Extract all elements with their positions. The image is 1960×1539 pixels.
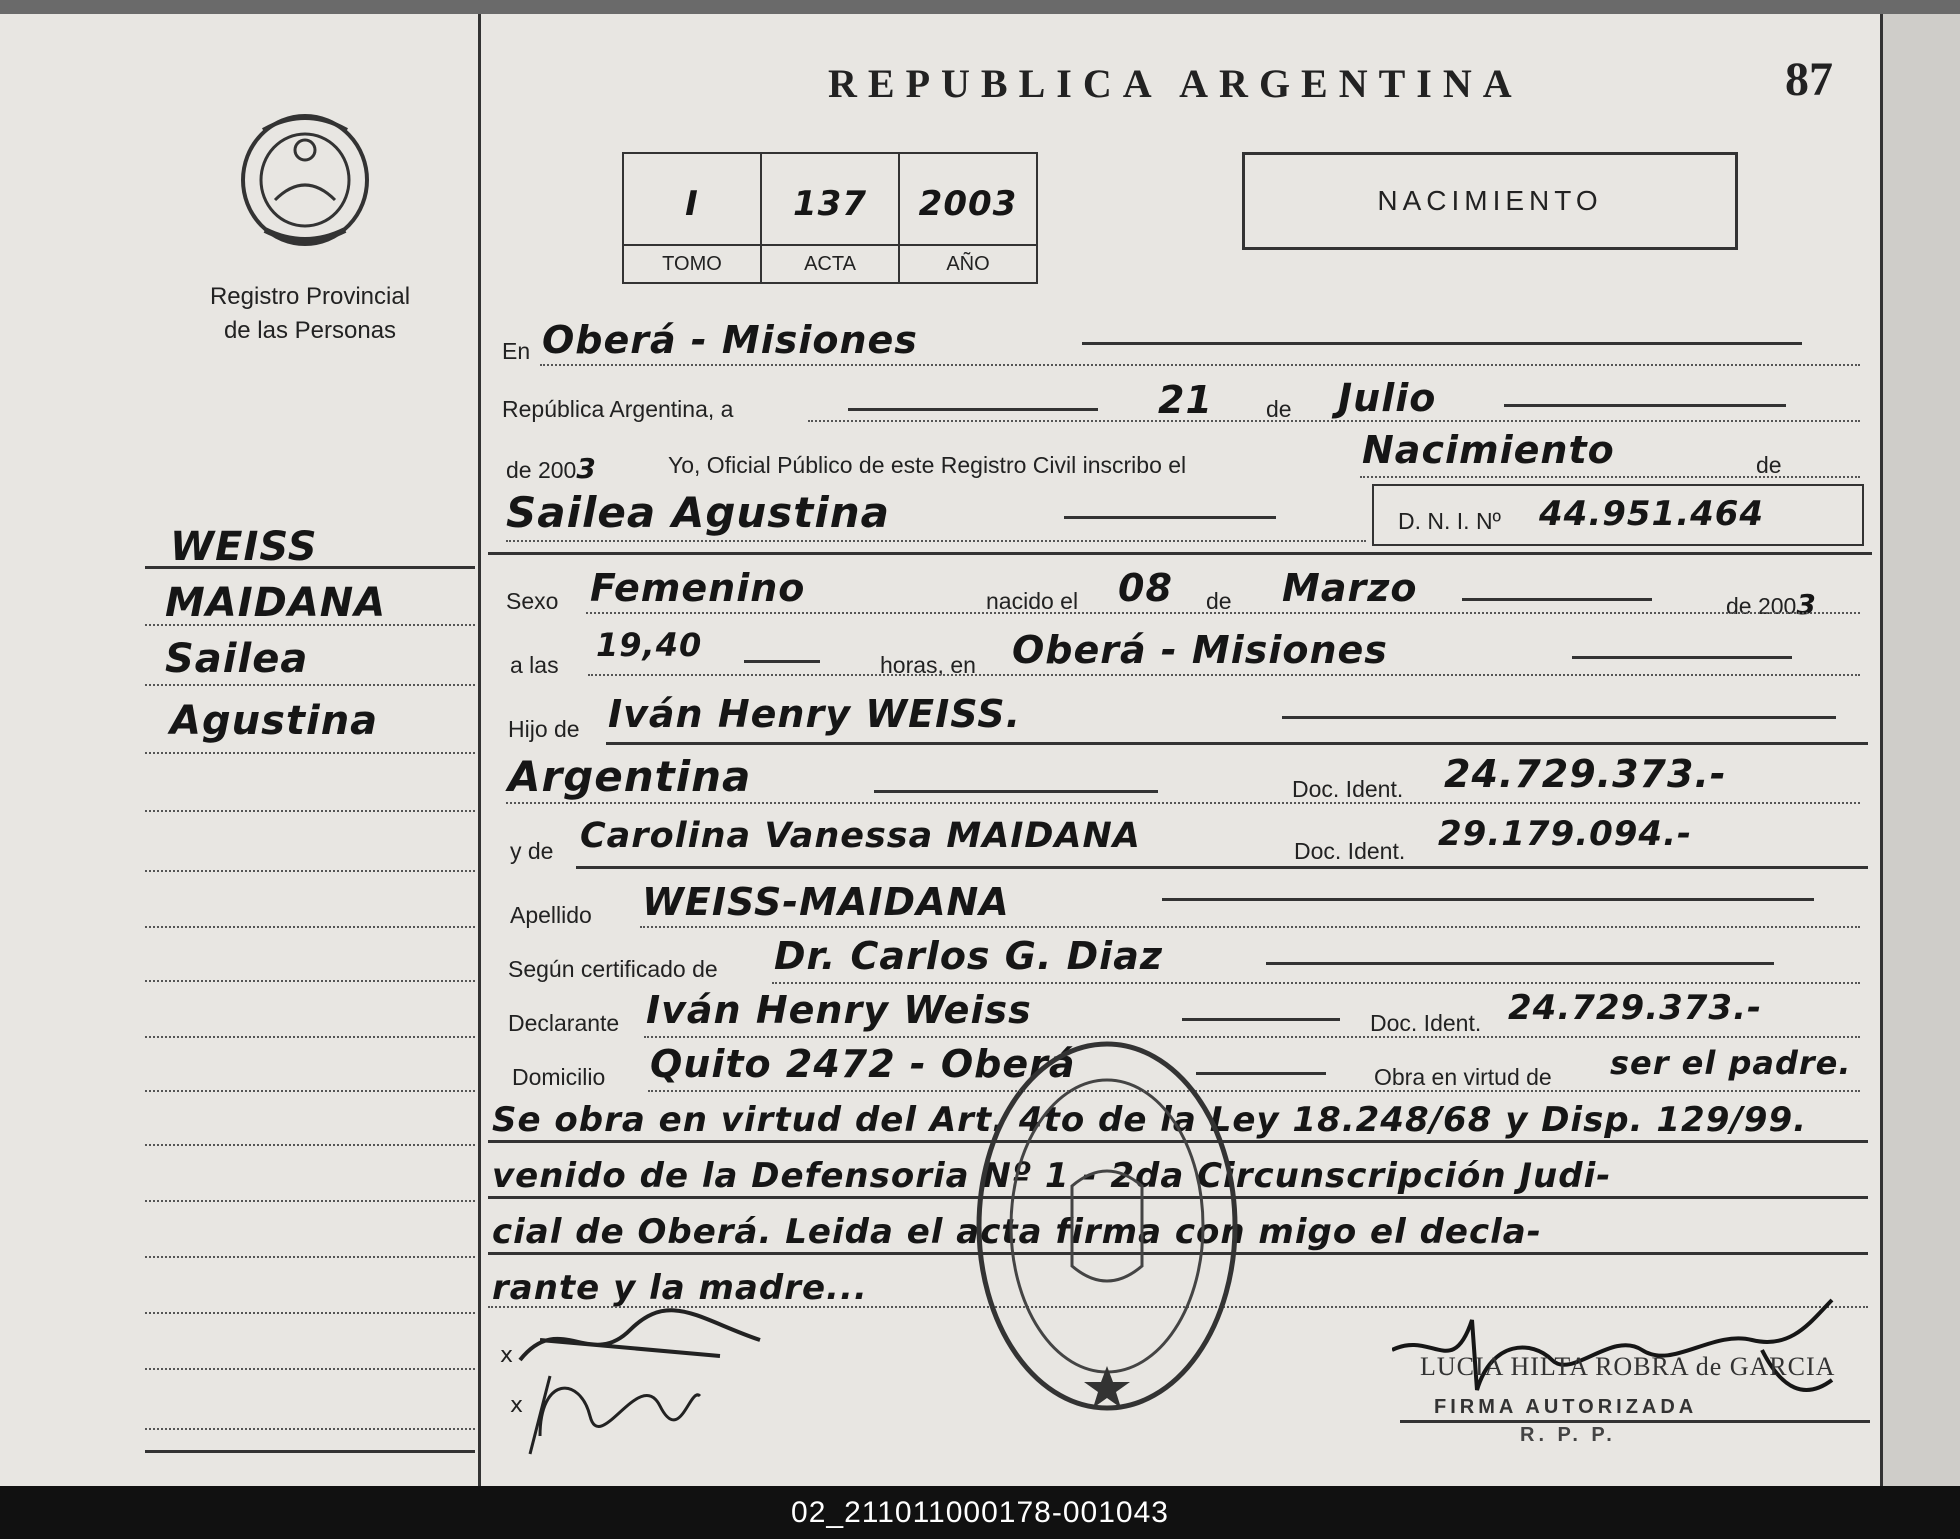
dotted-line	[586, 612, 1860, 614]
domicilio-value: Quito 2472 - Oberá	[650, 1042, 1076, 1086]
father-doc-label: Doc. Ident.	[1292, 776, 1404, 802]
dotted-line	[506, 540, 1366, 542]
filler-line	[874, 790, 1158, 793]
section-divider	[488, 552, 1872, 555]
dotted-line	[772, 982, 1860, 984]
margin-line	[145, 1368, 475, 1370]
nacido-label: nacido el	[986, 588, 1079, 614]
margin-line	[145, 1144, 475, 1146]
margin-line	[145, 980, 475, 982]
place-value: Oberá - Misiones	[542, 318, 918, 362]
year-suffix: 3	[576, 452, 597, 485]
firma-label: FIRMA AUTORIZADA	[1434, 1396, 1698, 1418]
filler-line	[1282, 716, 1836, 719]
birth-day: 08	[1118, 566, 1173, 610]
apellido-value: WEISS-MAIDANA	[642, 880, 1010, 924]
dotted-line	[588, 674, 1860, 676]
registry-name	[160, 280, 460, 348]
svg-text:x: x	[500, 1343, 514, 1368]
acta-label: ACTA	[762, 244, 898, 282]
horas-label: horas, en	[880, 652, 976, 678]
reference-box	[622, 152, 1038, 284]
page-edge-shadow	[0, 0, 1960, 14]
margin-line	[145, 684, 475, 686]
official-signature-icon	[1392, 1290, 1842, 1400]
dotted-line	[808, 420, 1860, 422]
filler-line	[1082, 342, 1802, 345]
margin-line	[145, 1428, 475, 1430]
a-las-label: a las	[510, 652, 559, 678]
birth-year-suffix: 3	[1796, 588, 1817, 621]
domicilio-label: Domicilio	[512, 1064, 606, 1090]
margin-surname-1: WEISS	[170, 524, 318, 570]
country-title: REPUBLICA ARGENTINA	[828, 61, 1523, 106]
mother-name: Carolina Vanessa MAIDANA	[580, 816, 1141, 856]
event-value: Nacimiento	[1362, 428, 1615, 472]
tomo-value: I	[685, 184, 699, 224]
observation-line: Se obra en virtud del Art. 4to de la Ley 18.248/68 y Disp. 129/99.	[492, 1100, 1808, 1140]
dotted-line	[1360, 476, 1860, 478]
margin-line	[145, 624, 475, 626]
official-stamp-icon	[972, 1036, 1242, 1416]
margin-line	[145, 1256, 475, 1258]
filler-line	[1162, 898, 1814, 901]
margin-line	[145, 810, 475, 812]
registration-day: 21	[1158, 378, 1213, 422]
birth-month: Marzo	[1282, 566, 1418, 610]
registration-month: Julio	[1338, 376, 1437, 420]
margin-line	[145, 870, 475, 872]
segun-label: Según certificado de	[508, 956, 718, 982]
observation-line: rante y la madre...	[492, 1268, 868, 1308]
margin-line	[145, 1450, 475, 1453]
ano-label: AÑO	[900, 244, 1036, 282]
apellido-label: Apellido	[510, 902, 592, 928]
declarante-doc: 24.729.373.-	[1508, 988, 1763, 1028]
de-label-3: de	[1206, 588, 1232, 614]
de-label: de	[1266, 396, 1292, 422]
father-name: Iván Henry WEISS.	[608, 692, 1022, 736]
filler-line	[1462, 598, 1652, 601]
mother-doc-label: Doc. Ident.	[1294, 838, 1406, 864]
acta-cell	[762, 154, 900, 282]
declarante-label: Declarante	[508, 1010, 620, 1036]
declarante-doc-label: Doc. Ident.	[1370, 1010, 1482, 1036]
margin-line	[145, 1090, 475, 1092]
sexo-label: Sexo	[506, 588, 559, 614]
oficial-text: Yo, Oficial Público de este Registro Civil inscribo el	[668, 452, 1187, 478]
tomo-label: TOMO	[624, 244, 760, 282]
observation-line: cial de Oberá. Leida el acta firma con migo el decla-	[492, 1212, 1542, 1252]
republica-label: República Argentina, a	[502, 396, 734, 422]
document-type: NACIMIENTO	[1242, 152, 1738, 250]
filler-line	[1572, 656, 1792, 659]
year-prefix: de 200	[506, 457, 577, 483]
dni-label: D. N. I. Nº	[1398, 508, 1501, 534]
dotted-line	[644, 1036, 1860, 1038]
image-id-caption: 02_211011000178-001043	[791, 1496, 1169, 1529]
filler-line	[744, 660, 820, 663]
margin-firstname-1: Sailea	[165, 636, 309, 682]
birth-place: Oberá - Misiones	[1012, 628, 1388, 672]
margin-line	[145, 752, 475, 754]
underline	[606, 742, 1868, 745]
certificado-value: Dr. Carlos G. Diaz	[774, 934, 1163, 978]
filler-line	[1504, 404, 1786, 407]
dotted-line	[640, 926, 1860, 928]
margin-surname-2: MAIDANA	[165, 580, 387, 626]
mother-signature-icon	[500, 1356, 720, 1456]
filler-line	[1182, 1018, 1340, 1021]
registry-line-2: de las Personas	[223, 317, 397, 344]
right-margin-shade	[1882, 14, 1960, 1486]
en-label: En	[502, 338, 531, 364]
y-de-label: y de	[510, 838, 554, 864]
underline	[576, 866, 1868, 869]
rpp-label: R. P. P.	[1520, 1424, 1616, 1446]
observation-line: venido de la Defensoria Nº 1 - 2da Circunscripción Judi-	[492, 1156, 1612, 1196]
acta-value: 137	[793, 184, 867, 224]
margin-line	[145, 566, 475, 569]
left-margin-column	[0, 14, 481, 1486]
margin-line	[145, 1200, 475, 1202]
svg-text:x: x	[510, 1393, 524, 1418]
child-name: Sailea Agustina	[506, 488, 891, 537]
dotted-line	[506, 802, 1860, 804]
birth-year-label	[1726, 588, 1817, 621]
margin-firstname-2: Agustina	[170, 698, 379, 744]
margin-line	[145, 1036, 475, 1038]
obra-label: Obra en virtud de	[1374, 1064, 1552, 1090]
dni-value: 44.951.464	[1539, 494, 1765, 534]
year-label	[506, 452, 597, 485]
page-number: 87	[1785, 53, 1833, 106]
de-label-2: de	[1756, 452, 1782, 478]
sexo-value: Femenino	[590, 566, 806, 610]
official-name: LUCIA HILTA ROBRA de GARCIA	[1420, 1352, 1836, 1381]
ano-cell	[900, 154, 1036, 282]
obra-value: ser el padre.	[1610, 1044, 1852, 1082]
filler-line	[1064, 516, 1276, 519]
margin-line	[145, 1312, 475, 1314]
father-doc: 24.729.373.-	[1444, 752, 1727, 796]
filler-line	[1266, 962, 1774, 965]
birth-year-prefix: de 200	[1726, 593, 1797, 619]
tomo-cell	[624, 154, 762, 282]
declarante-value: Iván Henry Weiss	[646, 988, 1032, 1032]
dotted-line	[540, 364, 1860, 366]
dni-box	[1372, 484, 1864, 546]
mother-doc: 29.179.094.-	[1438, 814, 1693, 854]
father-nationality: Argentina	[508, 752, 752, 801]
dotted-line	[648, 1090, 1860, 1092]
registry-line-1: Registro Provincial	[209, 283, 411, 310]
filler-line	[848, 408, 1098, 411]
margin-line	[145, 926, 475, 928]
ano-value: 2003	[918, 184, 1018, 224]
signature-line	[1400, 1420, 1870, 1423]
hijo-label: Hijo de	[508, 716, 580, 742]
provincial-seal-icon	[235, 110, 375, 250]
birth-time: 19,40	[596, 626, 703, 664]
